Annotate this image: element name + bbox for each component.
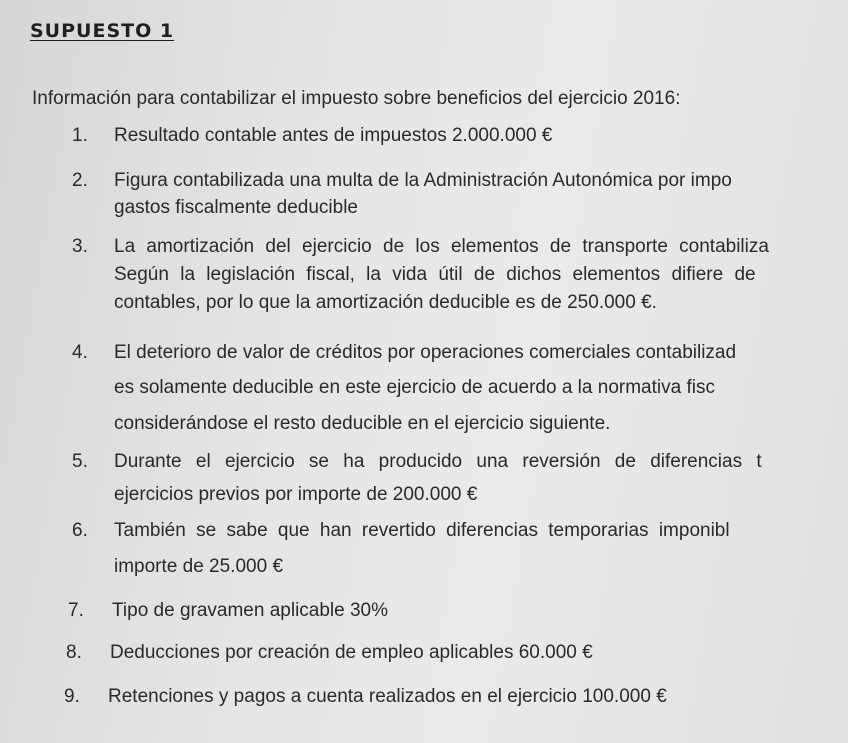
item-line: es solamente deducible en este ejercicio de acuerdo a la normativa fisc: [114, 377, 715, 398]
item-line: gastos fiscalmente deducible: [114, 197, 358, 218]
item-line: importe de 25.000 €: [114, 556, 284, 577]
item-number: 5.: [72, 451, 88, 472]
item-line: Figura contabilizada una multa de la Administración Autonómica por impo: [114, 170, 732, 191]
item-number: 8.: [66, 642, 82, 663]
item-line: Tipo de gravamen aplicable 30%: [112, 600, 389, 621]
item-number: 7.: [68, 600, 84, 621]
item-line: Según la legislación fiscal, la vida útil de dichos elementos difiere de: [114, 264, 756, 285]
item-line: También se sabe que han revertido diferencias temporarias imponibl: [114, 520, 730, 541]
item-line: Durante el ejercicio se ha producido una reversión de diferencias t: [114, 451, 762, 472]
item-number: 2.: [72, 170, 88, 191]
item-number: 1.: [72, 125, 88, 146]
item-number: 4.: [72, 342, 88, 363]
document-title: SUPUESTO 1: [30, 20, 175, 42]
item-line: Deducciones por creación de empleo aplicables 60.000 €: [110, 642, 593, 663]
item-number: 3.: [72, 236, 88, 257]
item-line: considerándose el resto deducible en el ejercicio siguiente.: [114, 413, 611, 434]
item-line: Resultado contable antes de impuestos 2.000.000 €: [114, 125, 553, 146]
intro-text: Información para contabilizar el impuesto sobre beneficios del ejercicio 2016:: [32, 88, 681, 109]
item-line: contables, por lo que la amortización deducible es de 250.000 €.: [114, 292, 657, 313]
item-line: ejercicios previos por importe de 200.000 €: [114, 484, 478, 505]
item-line: Retenciones y pagos a cuenta realizados en el ejercicio 100.000 €: [108, 686, 667, 707]
item-number: 9.: [64, 686, 80, 707]
item-line: El deterioro de valor de créditos por operaciones comerciales contabilizad: [114, 342, 737, 363]
item-line: La amortización del ejercicio de los elementos de transporte contabiliza: [114, 236, 769, 257]
item-number: 6.: [72, 520, 88, 541]
